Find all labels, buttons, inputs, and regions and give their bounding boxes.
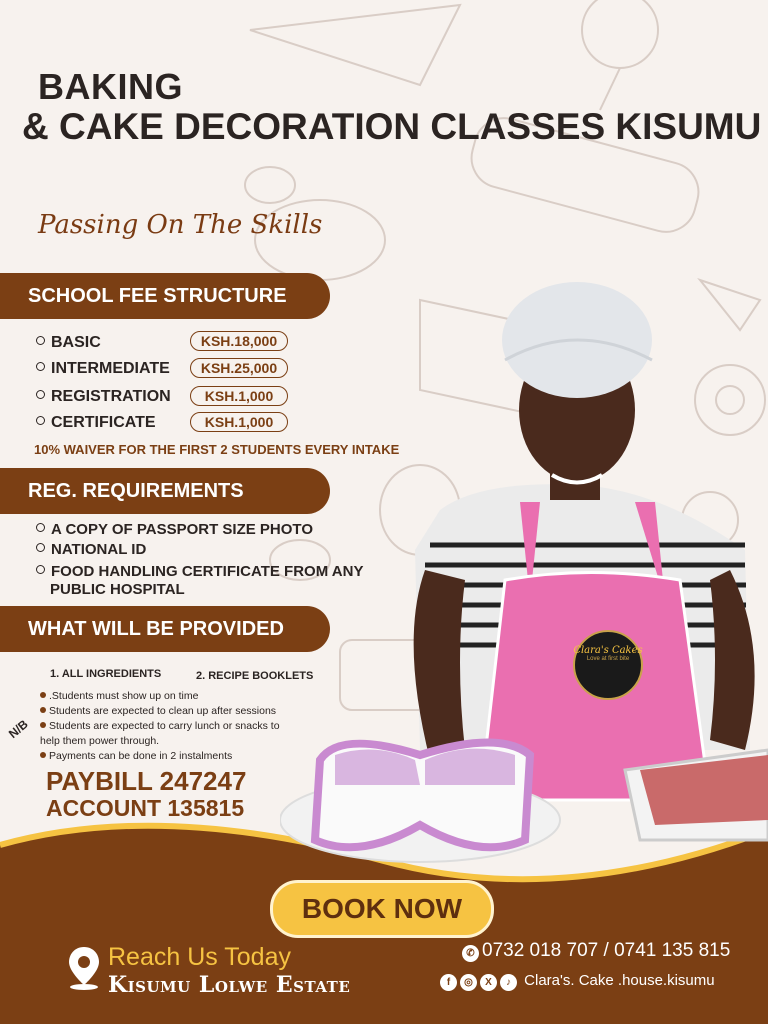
provided-item-1: 1. ALL INGREDIENTS [50,668,162,680]
reach-us-text: Reach Us Today [108,943,291,971]
waiver-note: 10% WAIVER FOR THE FIRST 2 STUDENTS EVERY INTAKE [34,442,400,457]
title-line-1: BAKING [38,66,183,107]
fee-item-basic [36,334,101,352]
social-handle: Clara's. Cake .house.kisumu [524,972,715,989]
note-text-continued: help them power through. [40,735,160,747]
bullet-icon [40,692,46,698]
fee-item-label: BASIC [51,334,101,351]
bullet-icon [36,565,45,574]
fee-item-certificate [36,414,156,432]
facebook-icon[interactable]: f [440,974,457,991]
fee-item-intermediate [36,360,170,378]
bullet-icon [40,752,46,758]
provided-banner: WHAT WILL BE PROVIDED [0,606,330,652]
tagline: Passing On The Skills [38,210,323,240]
nb-label: N/B [5,716,31,742]
instagram-icon[interactable]: ◎ [460,974,477,991]
social-links[interactable] [440,972,715,991]
fee-item-price: KSH.25,000 [190,358,288,378]
note-item [40,690,198,702]
note-text: .Students must show up on time [49,690,199,702]
tiktok-icon[interactable]: ♪ [500,974,517,991]
location-text: Kisumu Lolwe Estate [108,972,351,998]
provided-item-2: 2. RECIPE BOOKLETS [196,670,314,682]
note-item [40,720,280,732]
phone-contact[interactable] [462,940,730,962]
bullet-icon [40,707,46,713]
paybill-number: PAYBILL 247247 [46,766,247,796]
phone-icon: ✆ [462,945,479,962]
requirement-item [36,521,313,538]
requirement-item [36,563,363,580]
brand-logo-name: Clara's Cakes [573,645,643,656]
note-item [40,750,232,762]
note-text: Students are expected to carry lunch or snacks to [49,720,280,732]
bullet-icon [36,523,45,532]
bullet-icon [40,722,46,728]
x-icon[interactable]: X [480,974,497,991]
phone-number: 0732 018 707 / 0741 135 815 [482,940,731,961]
bullet-icon [36,336,45,345]
note-item [40,705,276,717]
note-text: Students are expected to clean up after sessions [49,705,277,717]
fee-item-price: KSH.18,000 [190,331,288,351]
fee-structure-banner: SCHOOL FEE STRUCTURE [0,273,330,319]
book-now-button[interactable]: BOOK NOW [270,880,494,938]
bullet-icon [36,390,45,399]
fee-item-label: CERTIFICATE [51,414,156,431]
requirement-item [36,541,146,558]
fee-item-registration [36,388,171,406]
title-line-2: & CAKE DECORATION CLASSES KISUMU [22,106,762,147]
account-number: ACCOUNT 135815 [46,795,245,821]
brand-logo [573,645,643,662]
requirements-banner: REG. REQUIREMENTS [0,468,330,514]
requirement-text: FOOD HANDLING CERTIFICATE FROM ANY [51,563,364,580]
fee-item-price: KSH.1,000 [190,412,288,432]
requirement-text: NATIONAL ID [51,541,147,558]
bullet-icon [36,362,45,371]
requirement-text: A COPY OF PASSPORT SIZE PHOTO [51,521,313,538]
baker-illustration [280,280,768,880]
brand-logo-tagline: Love at first bite [586,656,630,662]
bullet-icon [36,543,45,552]
location-pin-icon [66,945,102,991]
bullet-icon [36,416,45,425]
note-text: Payments can be done in 2 instalments [49,750,233,762]
fee-item-label: INTERMEDIATE [51,360,170,377]
fee-item-label: REGISTRATION [51,388,171,405]
fee-item-price: KSH.1,000 [190,386,288,406]
requirement-text-continued: PUBLIC HOSPITAL [50,581,185,598]
